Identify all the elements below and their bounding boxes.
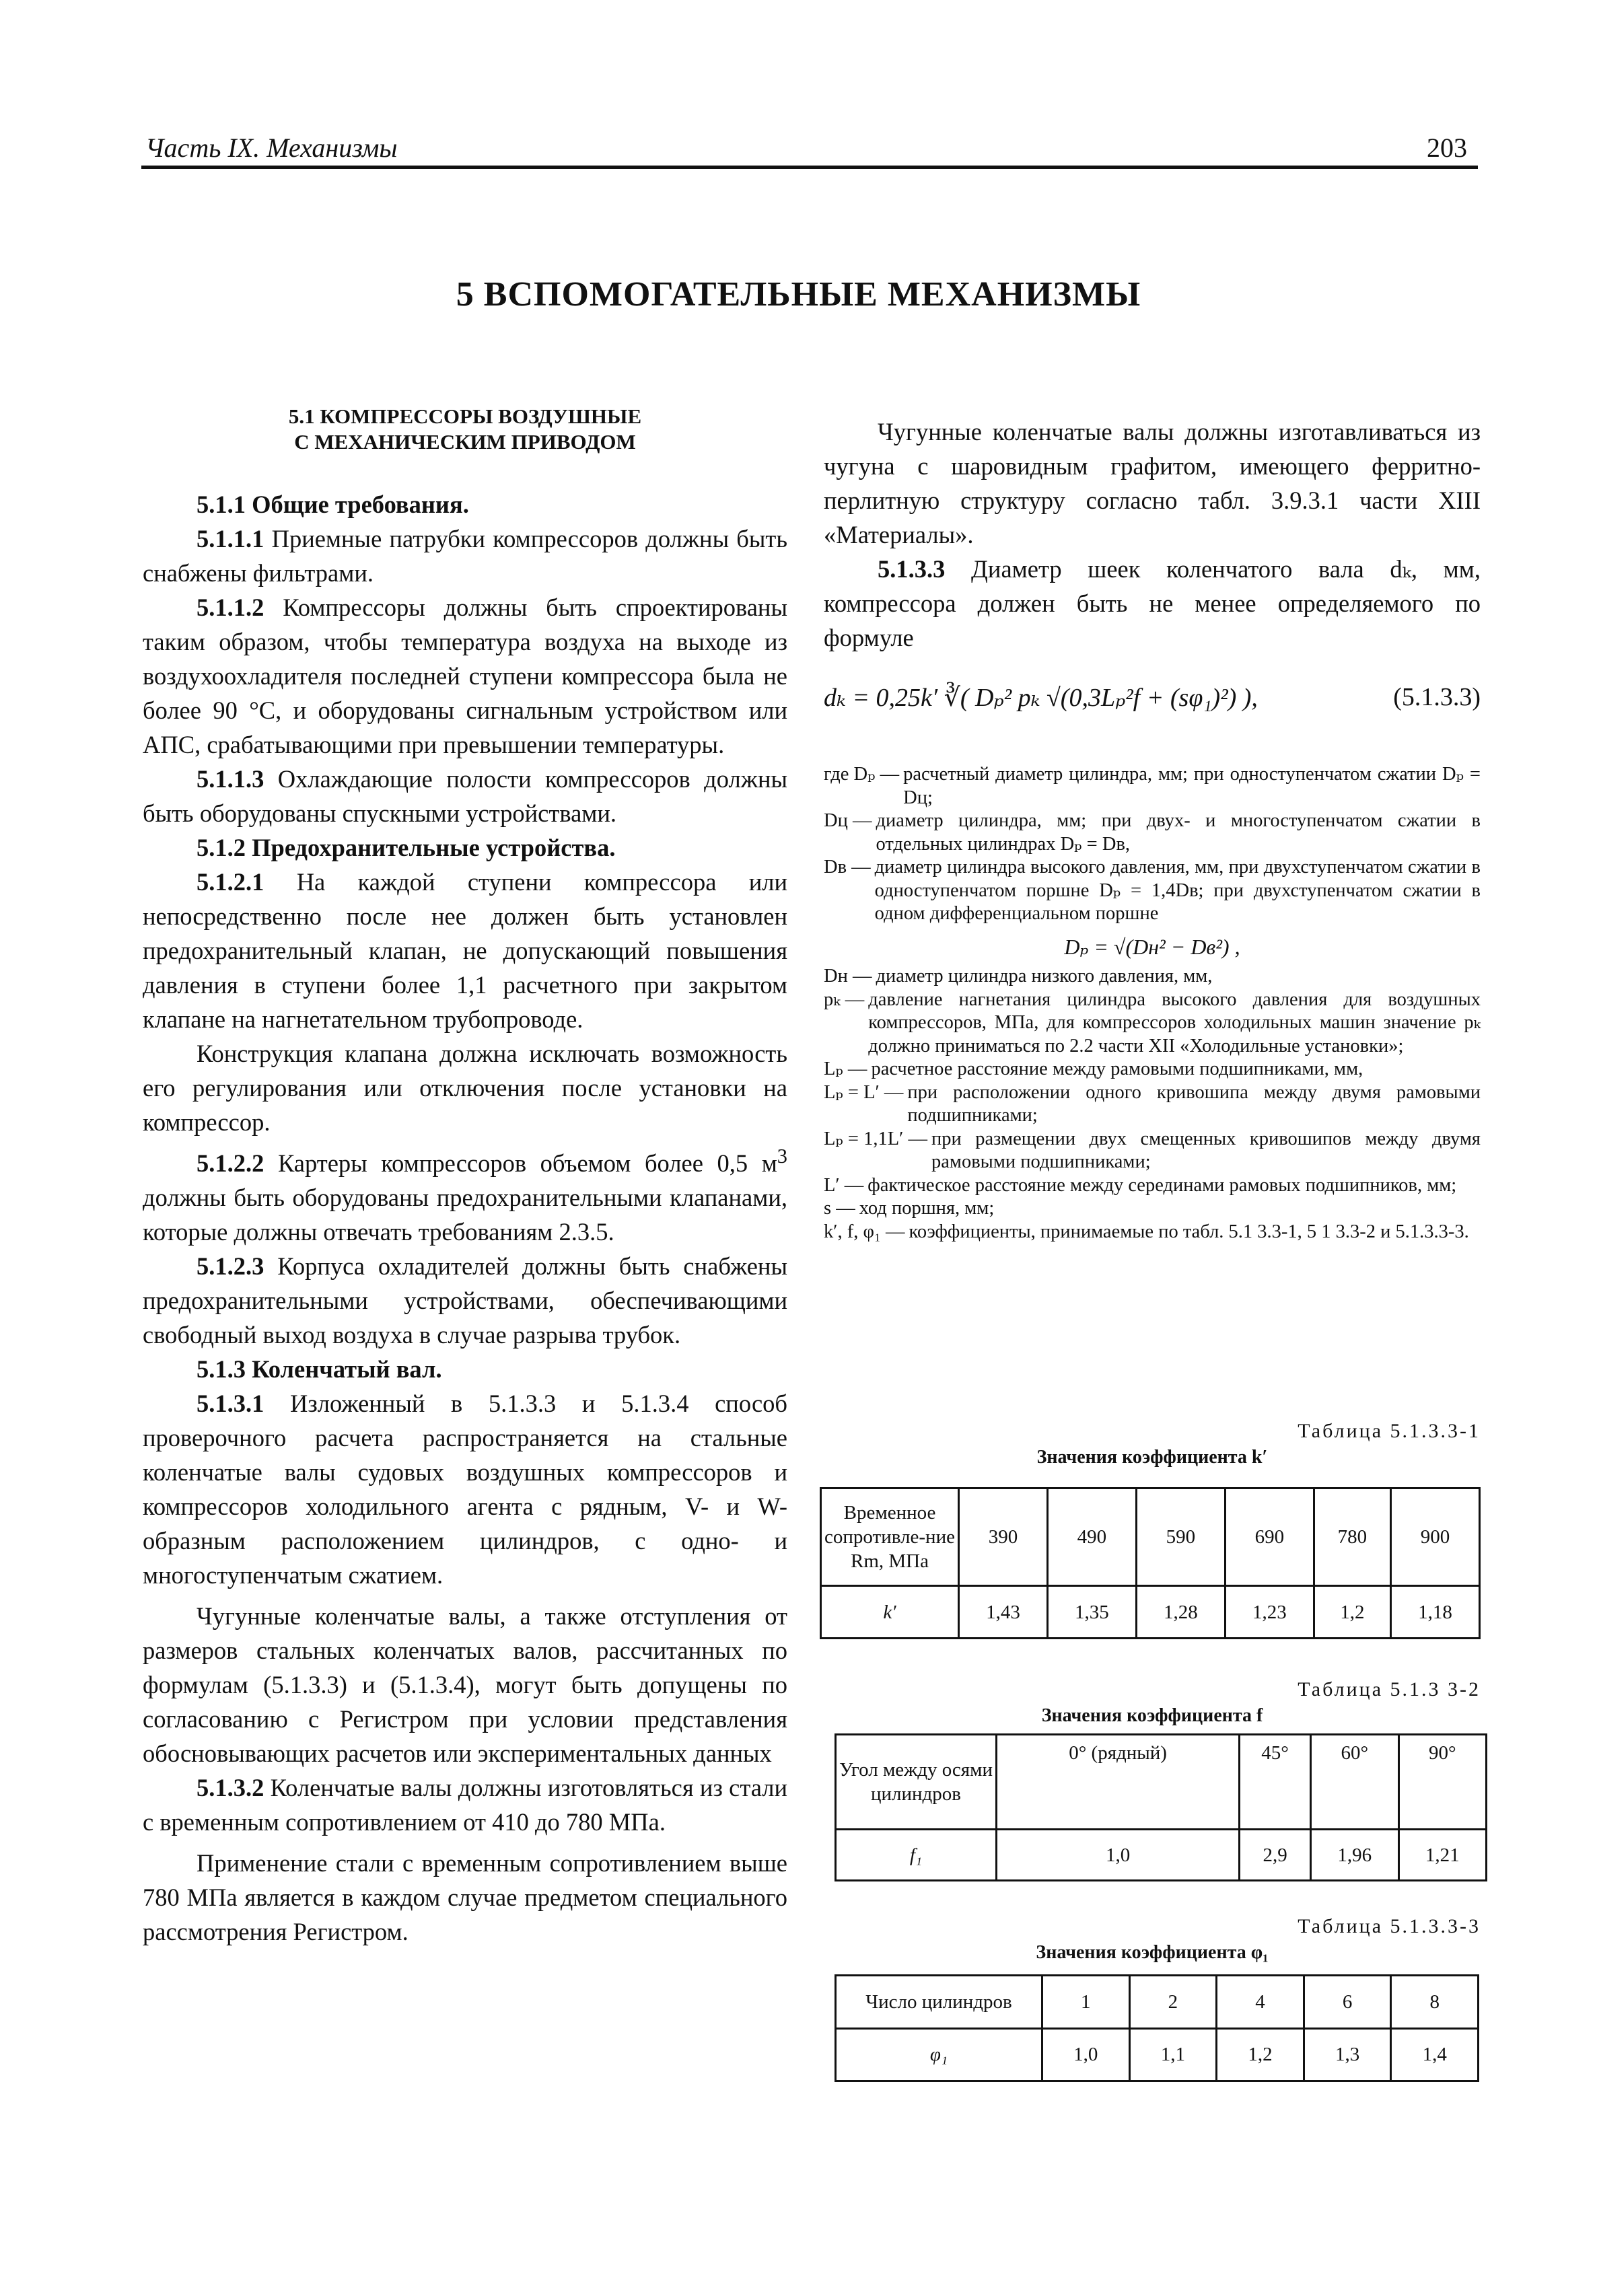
definition-text: расчетный диаметр цилиндра, мм; при одноступенчатом сжатии Dₚ = Dц; xyxy=(903,764,1481,808)
paragraph-cast-iron-material: Чугунные коленчатые валы должны изготавливаться из чугуна с шаровидным графитом, имеющего ферритно-перлитную структуру согласно табл. 3.9.3.1 части XIII «Материалы». xyxy=(824,418,1481,548)
clause-text: Коленчатые валы должны изготовляться из стали с временным сопротивлением от 410 до 780 МПа. xyxy=(143,1774,787,1836)
table-cell: 90° xyxy=(1398,1735,1487,1830)
definition-item xyxy=(824,1197,1481,1221)
definition-item xyxy=(824,763,1481,810)
paragraph-5-1-2-2 xyxy=(143,1139,787,1249)
table-cell: 1,96 xyxy=(1311,1830,1398,1881)
table-1-title: Значения коэффициента k′ xyxy=(1036,1447,1268,1468)
definition-term: Dц — xyxy=(824,810,872,831)
header-rule xyxy=(141,166,1478,169)
clause-number: 5.1.1.3 xyxy=(197,765,264,793)
clause-text: Картеры компрессоров объемом более 0,5 м xyxy=(264,1149,777,1178)
heading-text: 5.1.3 Коленчатый вал. xyxy=(197,1355,442,1384)
table-cell: 590 xyxy=(1136,1488,1225,1586)
definition-item xyxy=(824,1058,1481,1081)
table-cell: 1,1 xyxy=(1129,2028,1217,2081)
definition-item xyxy=(824,989,1481,1059)
definition-term: Lₚ — xyxy=(824,1059,867,1079)
clause-text: Приемные патрубки компрессоров должны быть снабжены фильтрами. xyxy=(143,525,787,587)
table-cell-header: Угол между осями цилиндров xyxy=(836,1735,997,1830)
definition-item xyxy=(824,856,1481,926)
table-cell: 1,0 xyxy=(1042,2028,1130,2081)
definition-term: Lₚ = 1,1L′ — xyxy=(824,1128,928,1149)
table-row xyxy=(836,2028,1479,2081)
table-3 xyxy=(835,1974,1479,2082)
table-cell: 1,4 xyxy=(1391,2028,1479,2081)
paragraph-5-1-1-1 xyxy=(143,522,787,590)
dp-formula: Dₚ = √(Dн² − Dв²) , xyxy=(1064,934,1240,959)
formula-5-1-3-3 xyxy=(824,676,1481,729)
clause-number: 5.1.2.3 xyxy=(197,1252,264,1281)
definition-text: при размещении двух смещенных кривошипов между двумя рамовыми подшипниками; xyxy=(931,1128,1481,1172)
paragraph-5-1-3-3 xyxy=(824,552,1481,655)
table-3-caption: Таблица 5.1.3.3-3 xyxy=(1298,1915,1481,1937)
table-cell: 1,43 xyxy=(959,1586,1048,1639)
definition-text: ход поршня, мм; xyxy=(859,1198,995,1219)
table-cell-header: Число цилиндров xyxy=(836,1976,1042,2029)
formula-definitions xyxy=(824,763,1481,1244)
formula-number: (5.1.3.3) xyxy=(1393,683,1481,711)
table-cell-header: f₁ xyxy=(836,1830,997,1881)
paragraph-5-1-3-2 xyxy=(143,1770,787,1839)
definition-item xyxy=(824,965,1481,989)
table-cell: 1,35 xyxy=(1047,1586,1136,1639)
table-cell: 780 xyxy=(1314,1488,1390,1586)
clause-text-cont: должны быть оборудованы предохранительными клапанами, которые должны отвечать требованиям 2.3.5. xyxy=(143,1184,787,1246)
table-row xyxy=(821,1586,1480,1639)
definition-item xyxy=(824,1081,1481,1128)
definition-term: Dн — xyxy=(824,966,872,986)
clause-text: Охлаждающие полости компрессоров должны быть оборудованы спускными устройствами. xyxy=(143,765,787,827)
clause-text: Изложенный в 5.1.3.3 и 5.1.3.4 способ проверочного расчета распространяется на стальные коленчатые валы судовых воздушных компрессоров и компрессоров холодильного агента с рядным, V- и W-образным расположением цилиндров, с одно- и многоступенчатым сжатием. xyxy=(143,1390,787,1589)
table-cell: 1,2 xyxy=(1314,1586,1390,1639)
table-cell-header: φ₁ xyxy=(836,2028,1042,2081)
heading-5-1-3 xyxy=(143,1352,787,1386)
formula-expression: dₖ = 0,25k′ ∛( Dₚ² pₖ √(0,3Lₚ²f + (sφ₁)²) ), xyxy=(824,684,1258,712)
table-cell: 6 xyxy=(1304,1976,1391,2029)
table-cell-header: Временное сопротивле-ние Rm, МПа xyxy=(821,1488,959,1586)
section-title xyxy=(143,404,787,455)
section-title-line-1: 5.1 КОМПРЕССОРЫ ВОЗДУШНЫЕ xyxy=(288,404,642,428)
heading-5-1-1 xyxy=(143,487,787,522)
paragraph-5-1-1-2 xyxy=(143,590,787,762)
definition-text: при расположении одного кривошипа между двумя рамовыми подшипниками; xyxy=(907,1081,1481,1126)
definition-text: давление нагнетания цилиндра высокого давления для воздушных компрессоров, МПа, для компрессоров холодильных машин значение pₖ должно приниматься по 2.2 части XII «Холодильные установки»; xyxy=(868,989,1481,1056)
definition-term: Lₚ = L′ — xyxy=(824,1081,904,1103)
table-cell: 1,3 xyxy=(1304,2028,1391,2081)
table-row xyxy=(836,1976,1479,2029)
definition-term: Dв — xyxy=(824,857,871,877)
heading-text: 5.1.1 Общие требования. xyxy=(197,491,469,518)
table-cell: 8 xyxy=(1391,1976,1479,2029)
table-cell: 490 xyxy=(1047,1488,1136,1586)
table-cell: 0° (рядный) xyxy=(997,1735,1240,1830)
right-column xyxy=(824,415,1481,655)
table-3-title: Значения коэффициента φ₁ xyxy=(1036,1942,1269,1963)
clause-text: Диаметр шеек коленчатого вала dₖ, мм, компрессора должен быть не менее определяемого по формуле xyxy=(824,555,1481,651)
paragraph-5-1-2-3 xyxy=(143,1249,787,1352)
clause-number: 5.1.1.2 xyxy=(197,594,264,621)
table-cell: 45° xyxy=(1240,1735,1311,1830)
table-row xyxy=(821,1488,1480,1586)
definition-item xyxy=(824,810,1481,856)
definition-item xyxy=(824,1174,1481,1198)
clause-number: 5.1.3.2 xyxy=(197,1774,264,1802)
left-column xyxy=(143,404,787,1949)
clause-text: На каждой ступени компрессора или непосредственно после нее должен быть установлен предохранительный клапан, не допускающий повышения давления в ступени более 1,1 расчетного при закрытом клапане на нагнетательном трубопроводе. xyxy=(143,868,787,1033)
paragraph-5-1-2-1 xyxy=(143,865,787,1036)
chapter-title: 5 ВСПОМОГАТЕЛЬНЫЕ МЕХАНИЗМЫ xyxy=(456,275,1141,314)
table-2 xyxy=(835,1733,1487,1881)
table-cell-header: k′ xyxy=(821,1586,959,1639)
table-2-title: Значения коэффициента f xyxy=(1041,1705,1263,1726)
heading-text: 5.1.2 Предохранительные устройства. xyxy=(197,834,616,861)
table-row xyxy=(836,1830,1487,1881)
table-cell: 4 xyxy=(1217,1976,1304,2029)
definition-text: диаметр цилиндра высокого давления, мм, при двухступенчатом сжатии в одноступенчатом поршне Dₚ = 1,4Dв; при двухступенчатом сжатии в одном дифференциальном поршне xyxy=(874,857,1481,924)
paragraph-5-1-3-1 xyxy=(143,1386,787,1592)
clause-number: 5.1.2.2 xyxy=(197,1149,264,1178)
definition-text: диаметр цилиндра низкого давления, мм, xyxy=(876,966,1213,986)
running-header-part: Часть IX. Механизмы xyxy=(145,133,398,163)
table-cell: 1,28 xyxy=(1136,1586,1225,1639)
section-title-line-2: С МЕХАНИЧЕСКИМ ПРИВОДОМ xyxy=(294,430,636,454)
paragraph-cast-iron-shafts: Чугунные коленчатые валы, а также отступления от размеров стальных коленчатых валов, рассчитанных по формулам (5.1.3.3) и (5.1.3.4), могут быть допущены по согласованию с Регистром при условии представления обосновывающих расчетов или экспериментальных данных xyxy=(143,1602,787,1768)
table-cell: 1,23 xyxy=(1225,1586,1314,1639)
heading-5-1-2 xyxy=(143,830,787,865)
table-1 xyxy=(820,1487,1481,1639)
table-cell: 900 xyxy=(1390,1488,1479,1586)
table-cell: 1,2 xyxy=(1217,2028,1304,2081)
definition-text: фактическое расстояние между серединами рамовых подшипников, мм; xyxy=(867,1174,1457,1196)
table-cell: 390 xyxy=(959,1488,1048,1586)
table-cell: 2,9 xyxy=(1240,1830,1311,1881)
definition-text: коэффициенты, принимаемые по табл. 5.1 3.3-1, 5 1 3.3-2 и 5.1.3.3-3. xyxy=(909,1221,1469,1242)
superscript: 3 xyxy=(777,1145,787,1168)
definition-term: где Dₚ — xyxy=(824,764,900,785)
page-number: 203 xyxy=(1427,133,1467,163)
paragraph-5-1-1-3 xyxy=(143,762,787,830)
table-cell: 60° xyxy=(1311,1735,1398,1830)
definition-term: s — xyxy=(824,1198,855,1219)
clause-number: 5.1.3.1 xyxy=(197,1390,264,1418)
table-1-caption: Таблица 5.1.3.3-1 xyxy=(1298,1420,1481,1442)
clause-number: 5.1.2.1 xyxy=(197,868,264,896)
definition-text: расчетное расстояние между рамовыми подшипниками, мм, xyxy=(871,1059,1363,1079)
paragraph-steel-application: Применение стали с временным сопротивлением выше 780 МПа является в каждом случае предметом специального рассмотрения Регистром. xyxy=(143,1849,787,1946)
definition-term: L′ — xyxy=(824,1174,864,1196)
table-cell: 2 xyxy=(1129,1976,1217,2029)
definition-term: k′, f, φ₁ — xyxy=(824,1221,905,1242)
table-cell: 1,18 xyxy=(1390,1586,1479,1639)
table-2-caption: Таблица 5.1.3 3-2 xyxy=(1298,1678,1481,1700)
definition-term: pₖ — xyxy=(824,989,865,1010)
definition-text: диаметр цилиндра, мм; при двух- и многоступенчатом сжатии в отдельных цилиндрах Dₚ = Dв, xyxy=(876,810,1481,855)
table-row xyxy=(836,1735,1487,1830)
table-cell: 1 xyxy=(1042,1976,1130,2029)
clause-text: Компрессоры должны быть спроектированы таким образом, чтобы температура воздуха на выходе из воздухоохладителя последней ступени компрессора была не более 90 °С, и оборудованы сигнальным устройством или АПС, срабатывающими при превышении температуры. xyxy=(143,594,787,758)
clause-number: 5.1.1.1 xyxy=(197,525,264,552)
clause-text: Корпуса охладителей должны быть снабжены предохранительными устройствами, обеспечивающими свободный выход воздуха в случае разрыва трубок. xyxy=(143,1252,787,1349)
table-cell: 690 xyxy=(1225,1488,1314,1586)
definition-item xyxy=(824,1221,1481,1244)
paragraph-valve-design: Конструкция клапана должна исключать возможность его регулирования или отключения после установки на компрессор. xyxy=(143,1040,787,1136)
table-cell: 1,21 xyxy=(1398,1830,1487,1881)
table-cell: 1,0 xyxy=(997,1830,1240,1881)
clause-number: 5.1.3.3 xyxy=(878,555,946,583)
definition-item xyxy=(824,1128,1481,1174)
